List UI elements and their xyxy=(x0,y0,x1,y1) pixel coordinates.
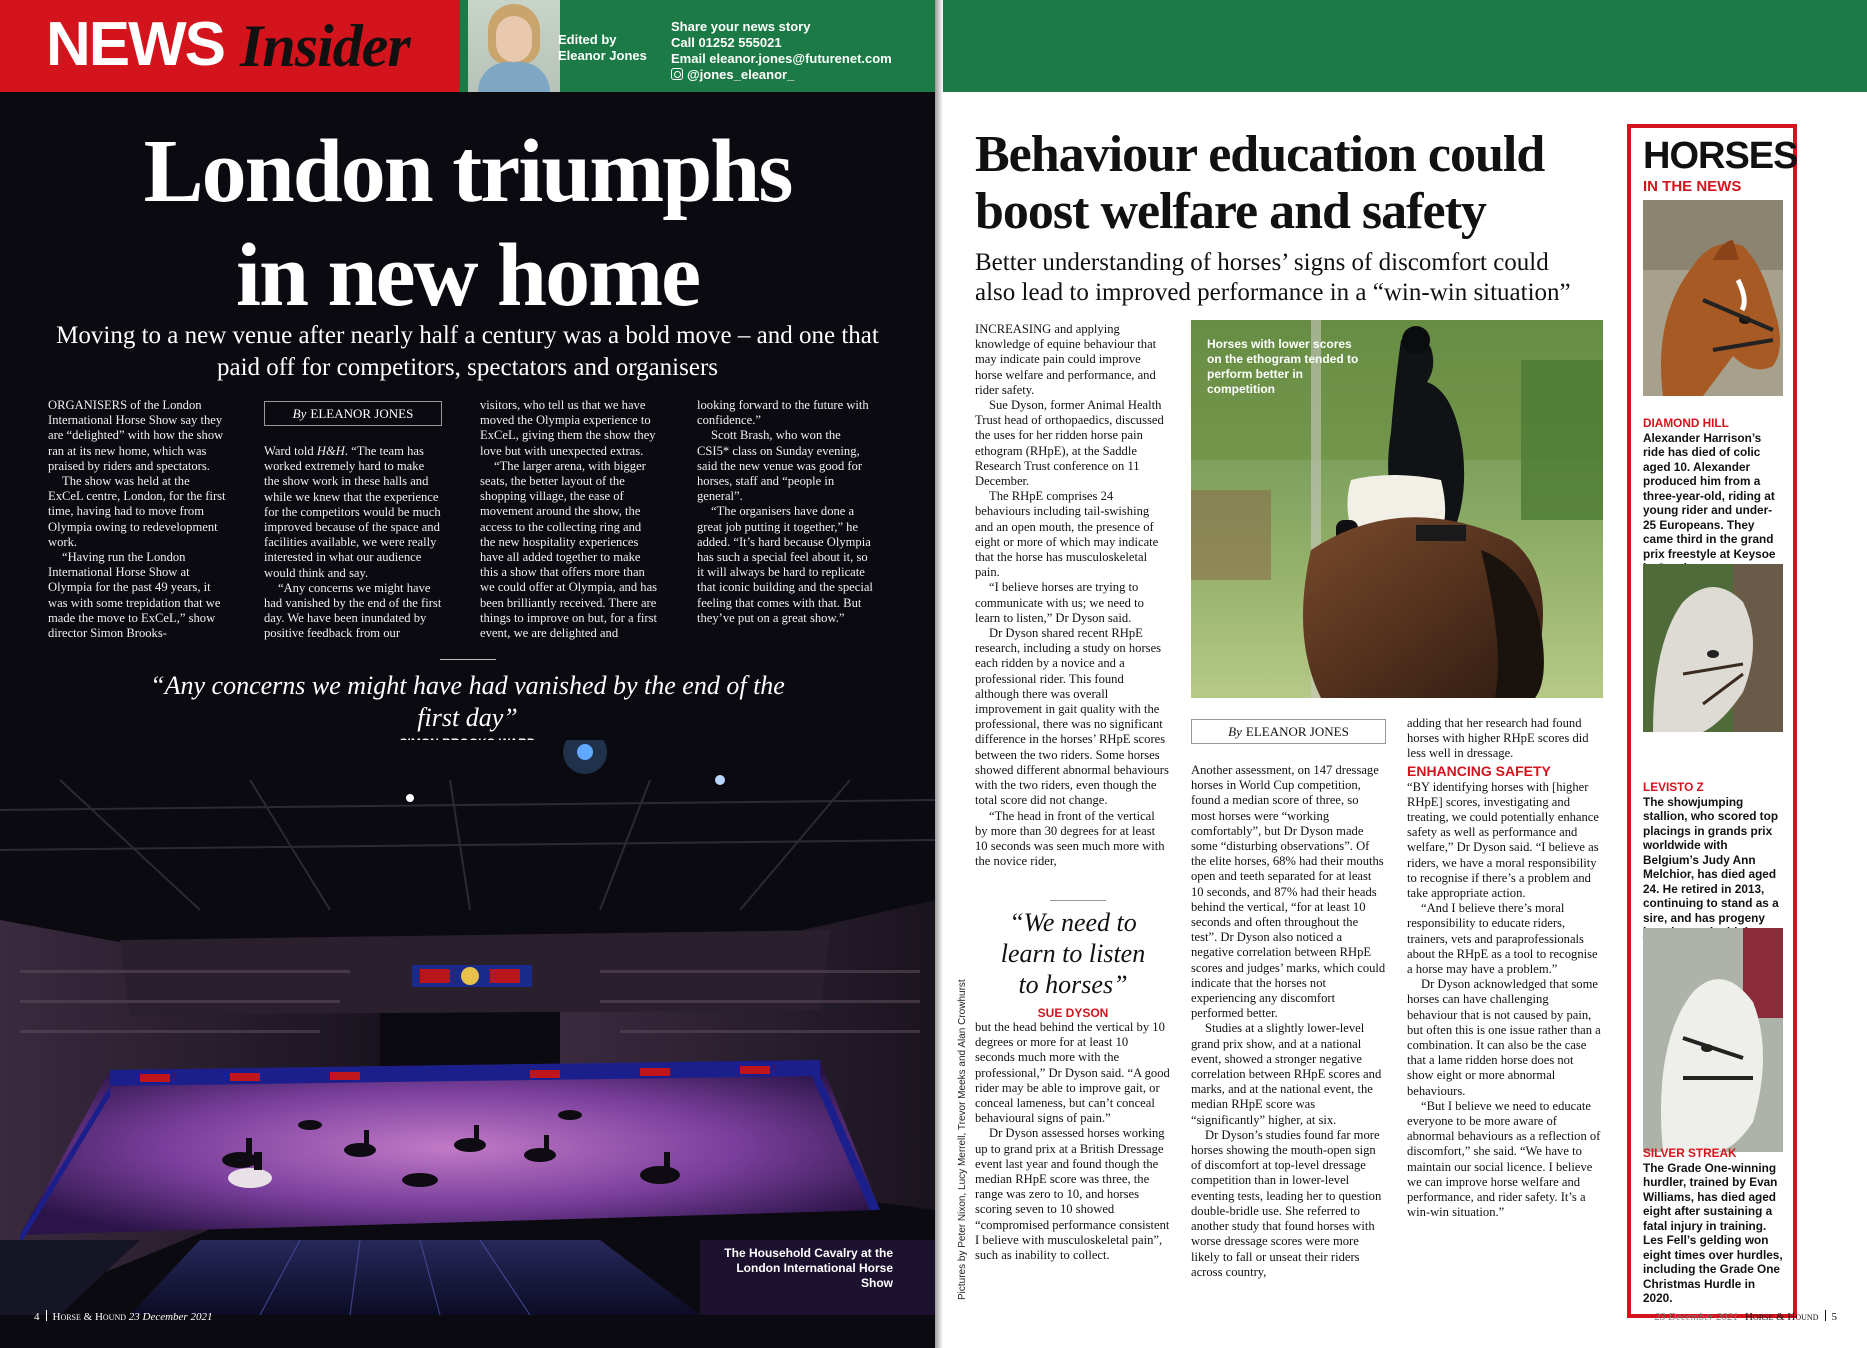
share-phone: Call 01252 555021 xyxy=(671,35,782,50)
share-title: Share your news story xyxy=(671,19,811,34)
sidebar-title: HORSES xyxy=(1643,135,1798,177)
silver-streak-photo xyxy=(1643,928,1783,1152)
edited-by: Edited by Eleanor Jones xyxy=(558,32,647,63)
right-article-column-1b: but the head behind the vertical by 10 degrees or more for at least 10 seconds much more with the professional,” Dr Dyson said. “A good rider may be able to improve gait, or conceal lameness, but can’t conceal behavioural signs of pain.” Dr Dyson assessed horses working up to grand prix at a British Dressage event last year and found though the median RHpE score was three, the range was zero to 10, and horses scoring seven to 10 showed “compromised performance consistent I believe with musculoskeletal pain”, such as inability to collect. xyxy=(975,1020,1170,1263)
left-byline: By ELEANOR JONES xyxy=(264,401,442,426)
sidebar-item: SILVER STREAK The Grade One-winning hurdler, trained by Evan Williams, has died aged eight after sustaining a fatal injury in training. Les Fell’s gelding won eight times over hurdles, including the Grade One Christmas Hurdle in 2020. xyxy=(1643,1146,1783,1305)
right-headline: Behaviour education could boost welfare and safety xyxy=(975,126,1545,240)
left-article-column-3: visitors, who tell us that we have moved the Olympia experience to ExCeL, giving them the show they love but with unexpected extras. “The larger arena, with bigger seats, the better layout of the shopping village, the ease of movement around the show, the access to the collecting ring and the new hospitality experiences have all added together to make this a show that offers more than we could offer at Olympia, and has been brilliantly received. There are things to improve on but, for a first event, we are delighted and xyxy=(480,398,658,641)
share-news-block xyxy=(671,19,931,83)
share-instagram: @jones_eleanor_ xyxy=(671,67,931,83)
share-email: Email eleanor.jones@futurenet.com xyxy=(671,51,892,66)
right-article-column-2: Another assessment, on 147 dressage horses in World Cup competition, found a median score of three, so most horses were “working comfortably”, but Dr Dyson made some “disturbing observations”. Of the elite horses, 68% had their mouths open and teeth separated for at least 10 seconds, and 87% had their heads behind the vertical, “for at least 10 seconds and often throughout the test”. Dr Dyson also noticed a negative correlation between RHpE scores and judges’ marks, which could indicate that the horses not experiencing any discomfort performed better. Studies at a slightly lower-level grand prix show, and at a national event, showed a stronger negative correlation between RHpE scores and marks, and at the national event, the median RHpE score was “significantly” higher, at six. Dr Dyson’s studies found far more horses showing the mouth-open sign of discomfort at top-level dressage competition than in lower-level eventing tests, leading her to question double-bridle use. She referred to another study that found horses with worse dressage scores were more likely to fall or unseat their riders across country, xyxy=(1191,763,1386,1279)
right-pull-credit: SUE DYSON xyxy=(1037,1006,1109,1020)
left-standfirst: Moving to a new venue after nearly half a century was a bold move – and one that paid off for competitors, spectators and organisers xyxy=(56,322,879,381)
pull-quote-rule xyxy=(440,659,496,660)
logo-news: NEWS xyxy=(46,10,224,79)
instagram-icon xyxy=(671,68,683,80)
right-pull-quote: “We need to learn to listen to horses” xyxy=(1000,908,1146,999)
enhancing-safety-subhead: ENHANCING SAFETY xyxy=(1407,762,1551,779)
page-gutter xyxy=(935,0,943,1348)
news-header-bar xyxy=(0,0,935,92)
left-photo-caption: The Household Cavalry at the London International Horse Show xyxy=(724,1246,893,1290)
sidebar-item: DIAMOND HILL Alexander Harrison’s ride has died of colic aged 10. Alexander produced him from a three-year-old, riding at young rider and under-25 Europeans. They came third in the grand prix freestyle at Keysoe xyxy=(1643,416,1776,561)
logo-insider: Insider xyxy=(240,13,410,79)
right-byline: By ELEANOR JONES xyxy=(1191,719,1386,744)
news-insider-logo xyxy=(0,0,460,92)
left-article-column-1: ORGANISERS of the London International Horse Show say they are “delighted” with how the show ran at its new home, which was praised by riders and spectators. The show was held at the ExCeL centre, London, for the first time, having had to move from Olympia owing to redevelopment work. “Having run the London International Horse Show at Olympia for the past 49 years, it was with some trepidation that we made the move to ExCeL,” show director Simon Brooks- xyxy=(48,398,226,641)
left-headline: London triumphs in new home xyxy=(143,122,792,325)
sidebar-item: LEVISTO Z The showjumping stallion, who scored top placings in grands prix worldwide with Belgium’s Judy Ann Melchior, has died aged 24. He retired in 2013, continuing to stand as a sire, and has progeny xyxy=(1643,780,1779,925)
left-article-column-2: Ward told H&H. “The team has worked extremely hard to make the show work in these halls and while we knew that the experience for the competitors would be much improved because of the space and facilities available, we were really interested in what our audience would think and say. “Any concerns we might have had vanished by the end of the first day. We have been inundated by positive feedback from our xyxy=(264,444,442,641)
left-page-footer: 4 Horse & Hound 23 December 2021 xyxy=(34,1311,213,1323)
left-pull-quote: “Any concerns we might have had vanished by the end of the first day” xyxy=(150,671,785,732)
sidebar-subtitle: IN THE NEWS xyxy=(1643,178,1742,195)
right-header-bar xyxy=(935,0,1867,92)
right-pull-rule xyxy=(1050,900,1106,901)
right-article-column-3: adding that her research had found horses with higher RHpE scores did less well in dressage. ENHANCING SAFETY “BY identifying horses with [higher RHpE] scores, investigating and treating, we could potentially enhance safety as well as performance and welfare,” Dr Dyson said. “I believe as riders, we have a moral responsibility to recognise if there’s a problem and take appropriate action. “And I believe there’s moral responsibility to educate riders, trainers, vets and paraprofessionals about the RHpE as a tool to recognise a horse may have a problem.” Dr Dyson acknowledged that some horses can have challenging behaviour that is not caused by pain, but often this is one issue rather than a combination. It can also be the case that a lame ridden horse does not show eight or more abnormal behaviours. “But I believe we need to educate everyone to be more aware of abnormal behaviours as a reflection of discomfort,” she said. “We have to maintain our social licence. I believe we can improve horse welfare and performance, and rider safety. It’s a win-win situation.” xyxy=(1407,716,1601,1220)
photo-credit: Pictures by Peter Nixon, Lucy Merrell, Trevor Meeks and Alan Crowhurst xyxy=(957,979,968,1300)
arena-photo xyxy=(0,740,935,1315)
diamond-hill-photo xyxy=(1643,200,1783,396)
levisto-z-photo xyxy=(1643,564,1783,732)
main-photo-caption: Horses with lower scores on the ethogram tended to perform better in competition xyxy=(1207,337,1359,396)
right-standfirst: Better understanding of horses’ signs of discomfort could also lead to improved performance in a “win-win situation” xyxy=(975,249,1571,306)
right-page-footer: 23 December 2021 Horse & Hound 5 xyxy=(1654,1311,1837,1323)
horses-in-the-news-sidebar xyxy=(1627,124,1797,1318)
right-page xyxy=(935,0,1867,1348)
editor-avatar xyxy=(468,0,560,92)
right-article-column-1: INCREASING and applying knowledge of equine behaviour that may indicate pain could improve horse welfare and performance, and rider safety. Sue Dyson, former Animal Health Trust head of orthopaedics, discussed the uses for her ridden horse pain ethogram (RHpE), at the Saddle Research Trust conference on 11 December. The RHpE comprises 24 behaviours including tail-swishing and an open mouth, the presence of eight or more of which may indicate that the horse has musculoskeletal pain. “I believe horses are trying to communicate with us; we need to learn to listen,” Dr Dyson said. Dr Dyson shared recent RHpE research, including a study on horses each ridden by a novice and a professional rider. This found although there was overall improvement in gait quality with the professional, there was no significant difference in the horses’ RHpE scores between the two riders. Some horses showed different abnormal behaviours with the two riders, even though the total score did not change. “The head in front of the vertical by more than 30 degrees for at least 10 seconds was seen much more with the novice rider, xyxy=(975,322,1169,869)
left-article-column-4: looking forward to the future with confidence.” Scott Brash, who won the CSI5* class on Sunday evening, said the new venue was good for horses, staff and “people in general”. “The organisers have done a great job putting it together,” he added. “It’s hard because Olympia has such a special feel about it, so it will always be hard to replicate that iconic building and the special feeling that comes with that. But they’ve put on a great show.” xyxy=(697,398,873,625)
